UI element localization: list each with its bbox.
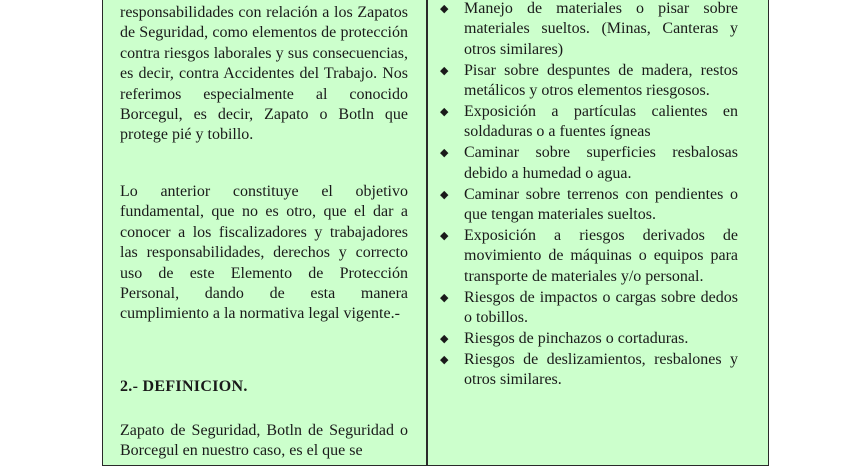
risk-list-item — [438, 288, 738, 329]
bullet-diamond-icon: ◆ — [440, 106, 449, 119]
bullet-diamond-icon: ◆ — [440, 64, 449, 77]
risk-list-item — [438, 0, 738, 60]
risk-list-item — [438, 226, 738, 287]
risk-text: Riesgos de pinchazos o cortaduras. — [464, 330, 689, 347]
definition-paragraph: Zapato de Seguridad, Botln de Seguridad o Borcegul en nuestro caso, es el que se — [120, 422, 408, 460]
bullet-diamond-icon: ◆ — [440, 3, 449, 15]
section-heading-definition: 2.- DEFINICION. — [120, 378, 248, 395]
risk-text: Riesgos de deslizamientos, resbalones y otros similares. — [464, 350, 738, 389]
risk-text: Caminar sobre terrenos con pendientes o que tengan materiales sueltos. — [464, 185, 738, 224]
bullet-diamond-icon: ◆ — [440, 353, 449, 366]
objective-paragraph: Lo anterior constituye el objetivo fundamental, que no es otro, que el dar a conocer a los fiscalizadores y trabajadores las responsabilidades, derechos y correcto uso de este Elemento de Protección Personal, dando de esta manera cumplimiento a la normativa legal vigente.- — [120, 183, 408, 323]
right-risk-column — [427, 0, 769, 466]
bullet-diamond-icon: ◆ — [440, 147, 449, 160]
bullet-diamond-icon: ◆ — [440, 333, 449, 345]
left-text-column — [102, 0, 427, 466]
risk-list-item — [438, 329, 738, 349]
risk-list — [438, 0, 738, 391]
risk-list-item — [438, 185, 738, 226]
risk-text: Exposición a partículas calientes en soldaduras o a fuentes ígneas — [464, 103, 738, 141]
risk-text: Manejo de materiales o pisar sobre materiales sueltos. (Minas, Canteras y otros similares) — [464, 0, 738, 58]
risk-list-item — [438, 143, 738, 184]
risk-list-item — [438, 102, 738, 143]
bullet-diamond-icon: ◆ — [440, 291, 449, 304]
bullet-diamond-icon: ◆ — [440, 188, 449, 201]
risk-list-item — [438, 61, 738, 102]
risk-text: Pisar sobre despuntes de madera, restos metálicos y otros elementos riesgosos. — [464, 61, 738, 100]
intro-paragraph: responsabilidades con relación a los Zapatos de Seguridad, como elementos de protección contra riesgos laborales y sus consecuencias, es decir, contra Accidentes del Trabajo. Nos referimos especialmente al conocido Borcegul, es decir, Zapato o Botln que protege pié y tobillo. — [120, 4, 408, 144]
risk-text: Caminar sobre superficies resbalosas debido a humedad o agua. — [464, 144, 738, 182]
bullet-diamond-icon: ◆ — [440, 229, 449, 242]
risk-text: Exposición a riesgos derivados de movimiento de máquinas o equipos para transporte de materiales y/o personal. — [464, 226, 738, 285]
risk-text: Riesgos de impactos o cargas sobre dedos o tobillos. — [464, 288, 738, 327]
risk-list-item — [438, 350, 738, 391]
